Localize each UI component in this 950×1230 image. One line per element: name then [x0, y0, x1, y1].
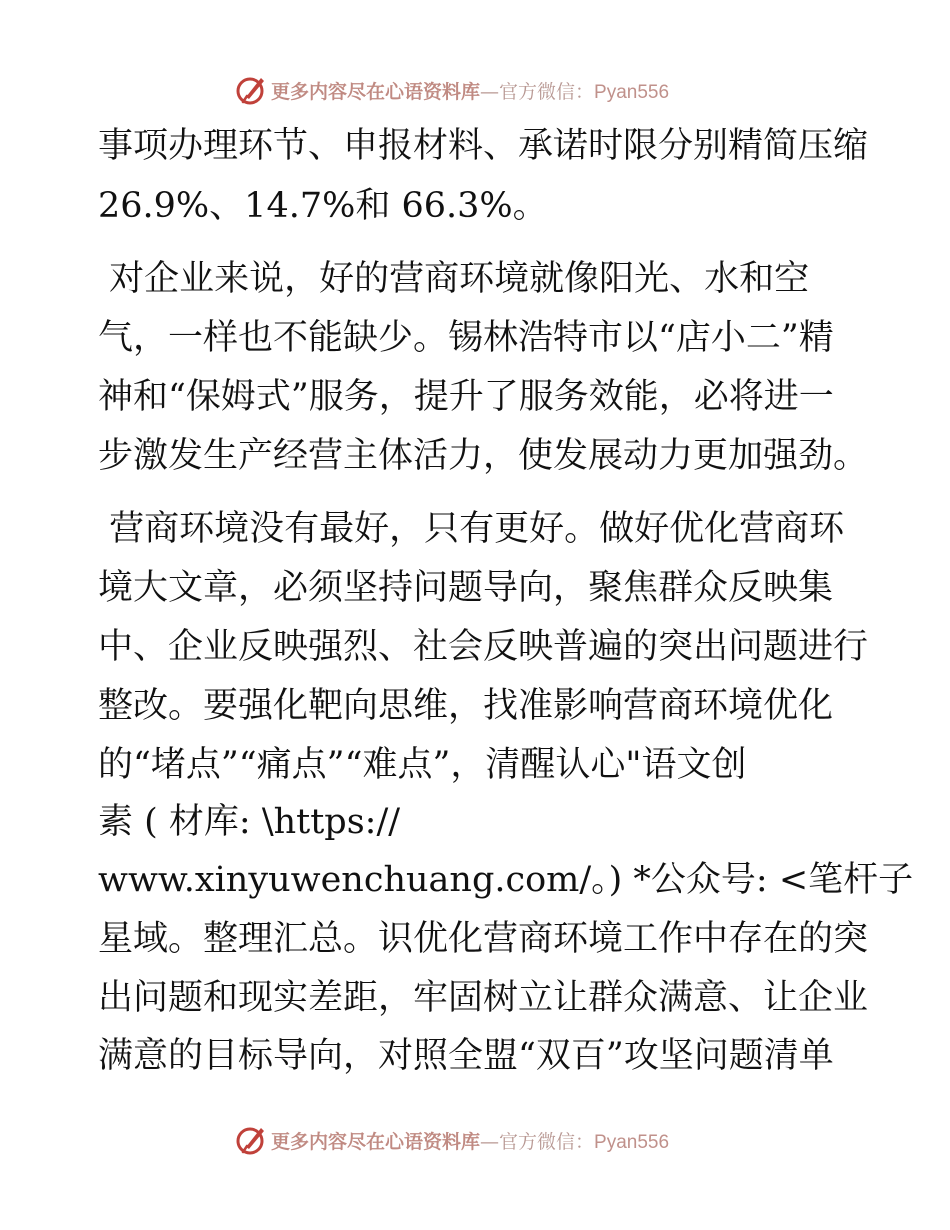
- body-line-8: 境大文章，必须坚持问题导向，聚焦群众反映集: [98, 568, 834, 608]
- header-banner: [234, 72, 669, 108]
- body-line-13: www.xinyuwenchuang.com/。) *公众号: <笔杆子: [98, 860, 914, 900]
- header-site-text: 更多内容尽在心语资料库: [271, 80, 481, 103]
- body-line-15: 出问题和现实差距，牢固树立让群众满意、让企业: [98, 978, 869, 1018]
- body-line-10: 整改。要强化靶向思维，找准影响营商环境优化: [98, 686, 834, 726]
- footer-official-label: 官方微信：: [499, 1130, 595, 1153]
- body-line-5: 神和“保姆式”服务，提升了服务效能，必将进一: [98, 377, 834, 417]
- body-line-14: 星域。整理汇总。识优化营商环境工作中存在的突: [98, 919, 869, 959]
- body-line-11: 的“堵点”“痛点”“难点”，清醒认心"语文创: [98, 745, 747, 785]
- header-text: [271, 77, 669, 104]
- body-line-9: 中、企业反映强烈、社会反映普遍的突出问题进行: [98, 627, 869, 667]
- footer-site-text: 更多内容尽在心语资料库: [271, 1130, 481, 1153]
- body-line-12: 素 ( 材库: \https://: [98, 802, 401, 842]
- header-dash: —: [480, 80, 500, 103]
- footer-dash: —: [480, 1130, 500, 1153]
- footer-text: [271, 1127, 669, 1154]
- body-line-2: 26.9%、14.7%和 66.3%。: [98, 186, 548, 226]
- footer-banner: [234, 1122, 669, 1158]
- quill-logo-icon: [234, 73, 268, 107]
- body-line-3: 对企业来说，好的营商环境就像阳光、水和空: [98, 259, 810, 299]
- footer-wechat-id: Pyan556: [594, 1131, 670, 1153]
- body-line-1: 事项办理环节、申报材料、承诺时限分别精简压缩: [98, 126, 869, 166]
- quill-logo-icon: [234, 1123, 268, 1157]
- header-wechat-id: Pyan556: [594, 81, 670, 103]
- body-line-6: 步激发生产经营主体活力，使发展动力更加强劲。: [98, 436, 869, 476]
- body-line-4: 气，一样也不能缺少。锡林浩特市以“店小二”精: [98, 318, 834, 358]
- body-line-16: 满意的目标导向，对照全盟“双百”攻坚问题清单: [98, 1036, 834, 1076]
- body-line-7: 营商环境没有最好，只有更好。做好优化营商环: [98, 509, 845, 549]
- header-official-label: 官方微信：: [499, 80, 595, 103]
